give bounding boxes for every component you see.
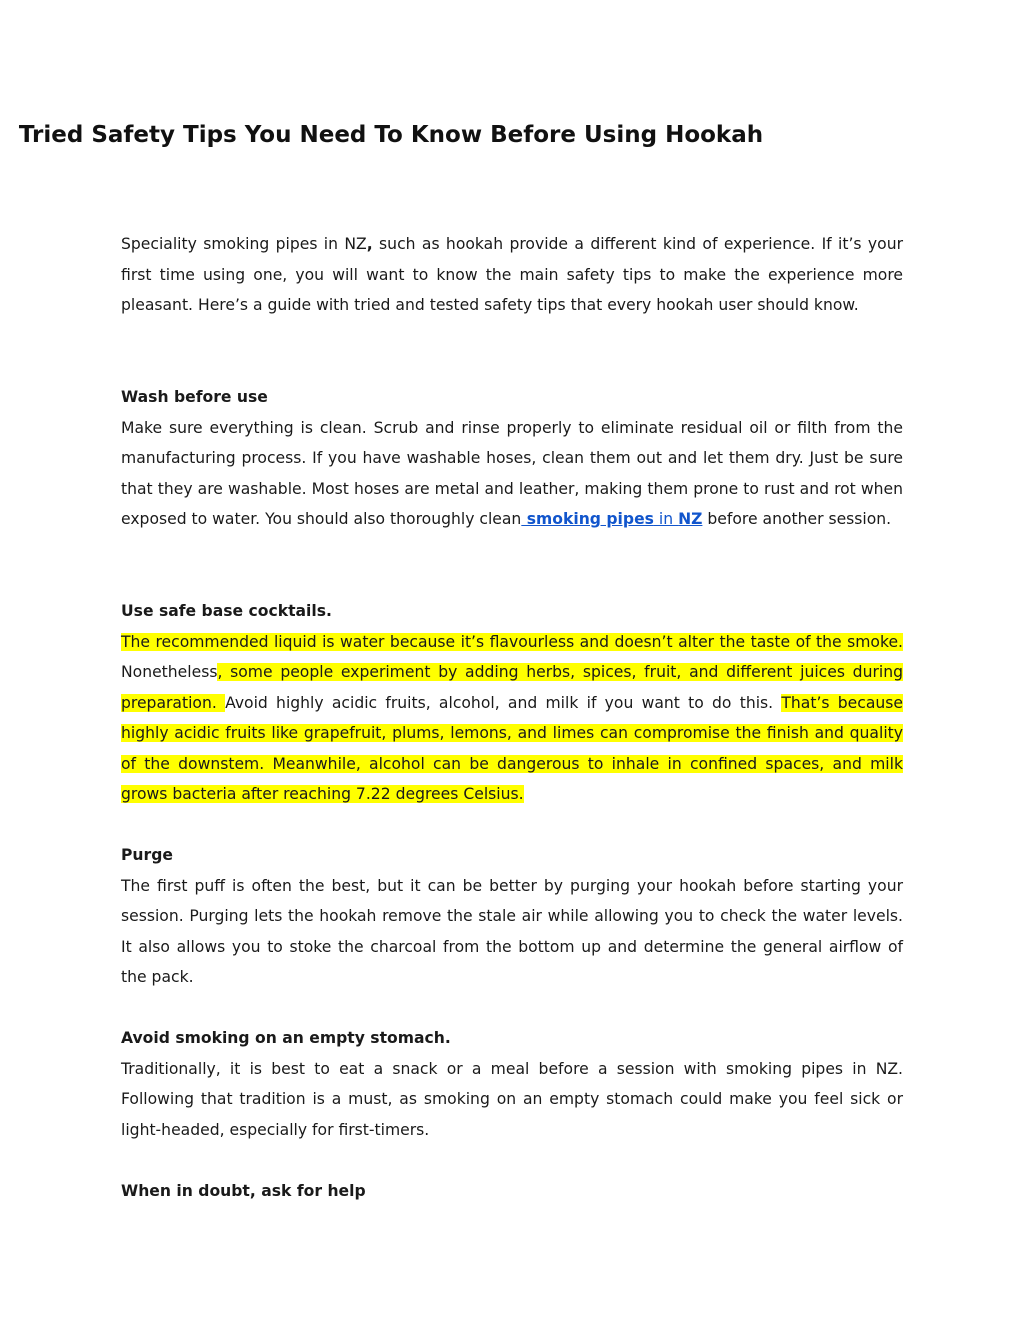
section-stomach <box>121 1023 903 1145</box>
section-doubt <box>121 1176 903 1207</box>
section-purge <box>121 840 903 993</box>
section-heading-stomach: Avoid smoking on an empty stomach. <box>121 1029 451 1047</box>
link-in[interactable]: in <box>653 510 679 528</box>
page-title: Tried Safety Tips You Need To Know Before Using Hookah <box>18 122 764 148</box>
section-heading-doubt: When in doubt, ask for help <box>121 1182 366 1200</box>
highlighted-text-3: That’s because highly acidic fruits like grapefruit, plums, lemons, and limes can compromise the finish and quality of the downstem. Meanwhile, alcohol can be dangerous to inhale in confined spaces, and milk grows bacteria after reaching 7.22 degrees Celsius. <box>121 693 904 803</box>
section-wash <box>121 382 903 535</box>
link-smoking-pipes[interactable]: smoking pipes <box>521 510 654 528</box>
section-heading-purge: Purge <box>121 846 173 864</box>
plain-text-2: Avoid highly acidic fruits, alcohol, and milk if you want to do this. <box>225 693 782 712</box>
link-nz[interactable]: NZ <box>678 510 703 528</box>
intro-text-rest: such as hookah provide a different kind of experience. If it’s your first time using one, you will want to know the main safety tips to make the experience more pleasant. Here’s a guide with tried and tested safety tips that every hookah user should know. <box>121 235 903 314</box>
section-text-wash: Make sure everything is clean. Scrub and rinse properly to eliminate residual oil or filth from the manufacturing process. If you have washable hoses, clean them out and let them dry. Just be sure that they are washable. Most hoses are metal and leather, making them prone to rust and rot when exposed to water. You should also thoroughly clean <box>121 418 903 528</box>
section-heading-wash: Wash before use <box>121 388 268 406</box>
section-text-purge: The first puff is often the best, but it can be better by purging your hookah before starting your session. Purging lets the hookah remove the stale air while allowing you to check the water levels. It also allows you to stoke the charcoal from the bottom up and determine the general airflow of the pack. <box>121 876 903 986</box>
highlighted-text-1: The recommended liquid is water because it’s flavourless and doesn’t alter the taste of the smoke. <box>121 632 903 651</box>
intro-paragraph <box>121 229 903 321</box>
plain-text-1: Nonetheless <box>121 663 218 681</box>
section-cocktails <box>121 596 903 810</box>
intro-text-start: Speciality smoking pipes in NZ <box>121 235 367 253</box>
section-text-wash-end: before another session. <box>702 510 892 528</box>
intro-comma: , <box>366 235 373 253</box>
highlighted-text-2: , some people experiment by adding herbs, spices, fruit, and different juices during preparation. <box>121 663 903 712</box>
section-text-stomach: Traditionally, it is best to eat a snack or a meal before a session with smoking pipes in NZ. Following that tradition is a must, as smoking on an empty stomach could make you feel sick or light-headed, especially for first-timers. <box>121 1059 903 1139</box>
section-heading-cocktails: Use safe base cocktails. <box>121 602 332 620</box>
